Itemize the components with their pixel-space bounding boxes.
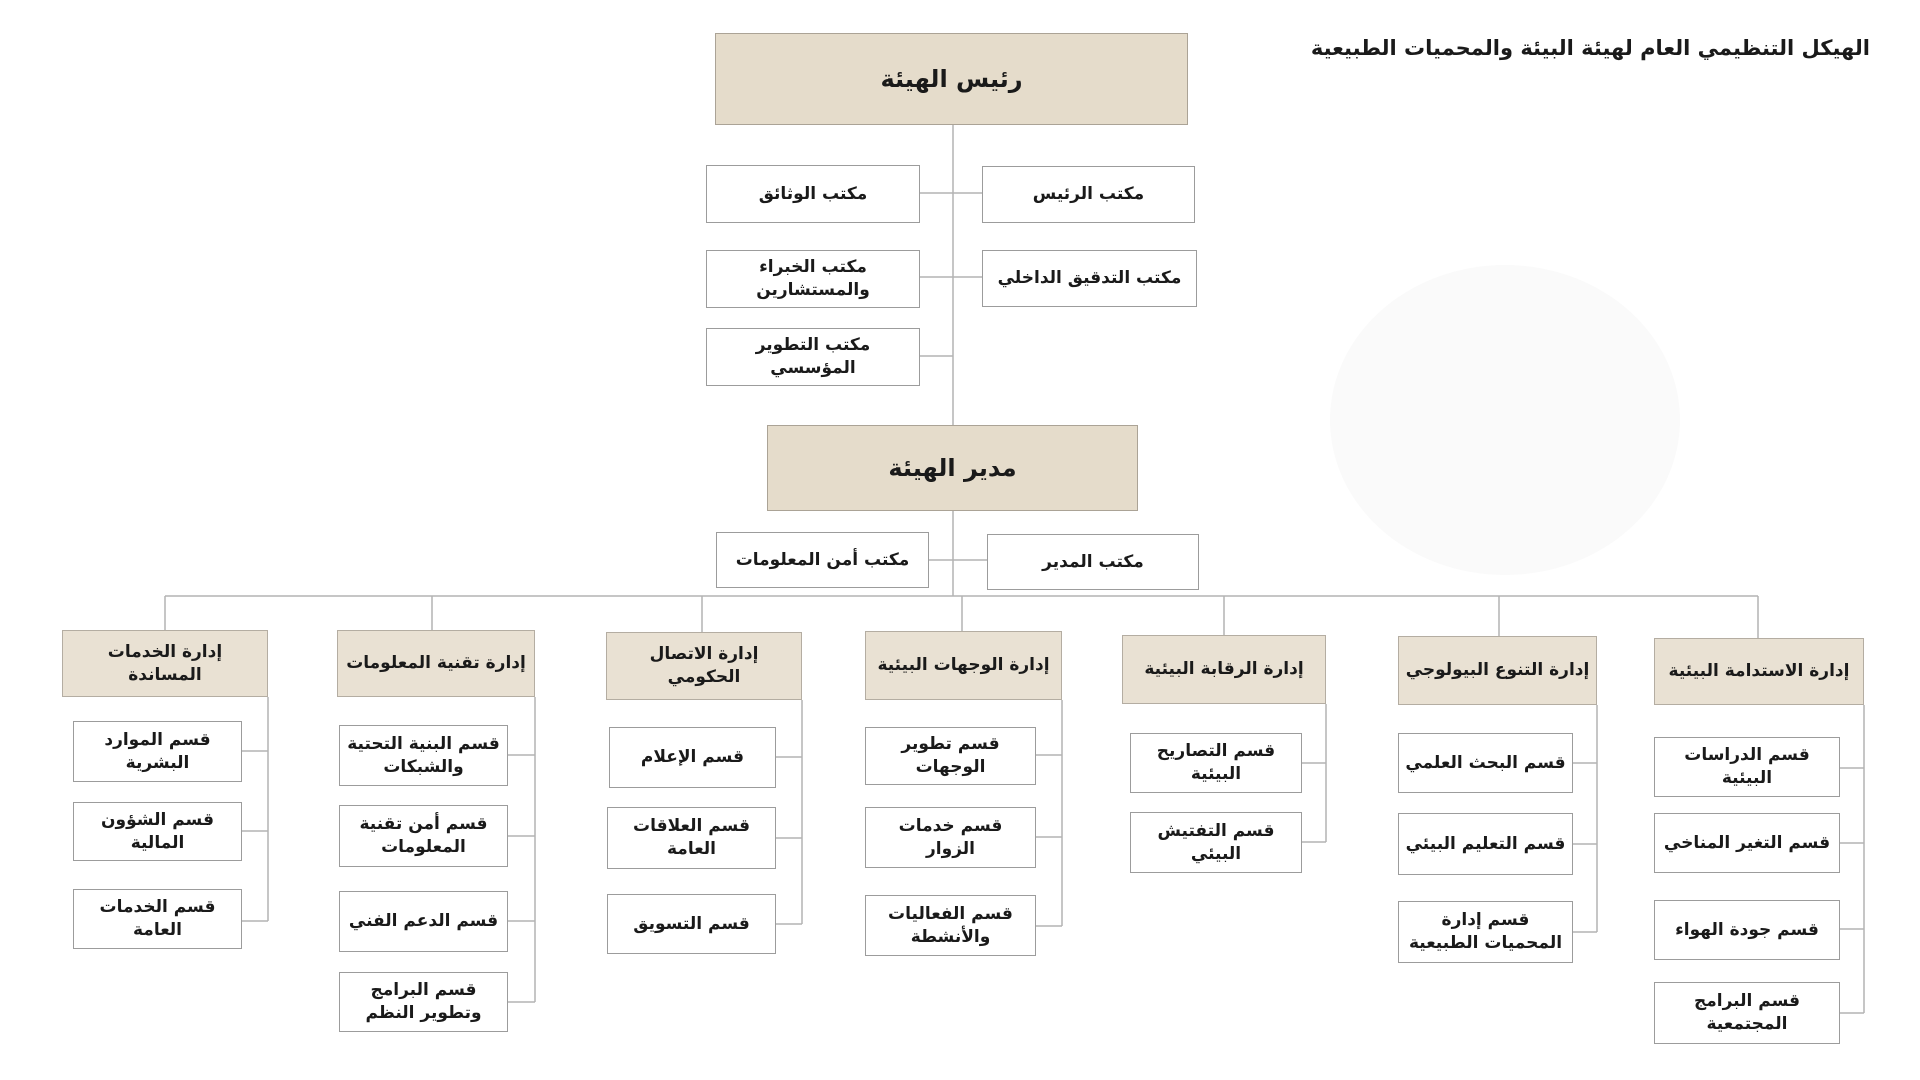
- section-box: قسم التغير المناخي: [1654, 813, 1840, 873]
- department-header-support: إدارة الخدمات المساندة: [62, 630, 268, 697]
- director-box: مدير الهيئة: [767, 425, 1138, 511]
- infosec-office-box: مكتب أمن المعلومات: [716, 532, 929, 588]
- president-office-box: مكتب الرئيس: [982, 166, 1195, 223]
- chart-title: الهيكل التنظيمي العام لهيئة البيئة والمحميات الطبيعية: [1310, 36, 1870, 60]
- experts-office-box: مكتب الخبراء والمستشارين: [706, 250, 920, 308]
- section-box: قسم البرامج المجتمعية: [1654, 982, 1840, 1044]
- department-header-monitoring: إدارة الرقابة البيئية: [1122, 635, 1326, 704]
- section-box: قسم أمن تقنية المعلومات: [339, 805, 508, 867]
- internal-audit-office-box: مكتب التدقيق الداخلي: [982, 250, 1197, 307]
- section-box: قسم جودة الهواء: [1654, 900, 1840, 960]
- section-box: قسم الدعم الفني: [339, 891, 508, 952]
- section-box: قسم تطوير الوجهات: [865, 727, 1036, 785]
- section-box: قسم إدارة المحميات الطبيعية: [1398, 901, 1573, 963]
- section-box: قسم الخدمات العامة: [73, 889, 242, 949]
- section-box: قسم التسويق: [607, 894, 776, 954]
- department-header-biodiversity: إدارة التنوع البيولوجي: [1398, 636, 1597, 705]
- department-header-destinations: إدارة الوجهات البيئية: [865, 631, 1062, 700]
- section-box: قسم الفعاليات والأنشطة: [865, 895, 1036, 956]
- director-office-box: مكتب المدير: [987, 534, 1199, 590]
- section-box: قسم الشؤون المالية: [73, 802, 242, 861]
- documents-office-box: مكتب الوثائق: [706, 165, 920, 223]
- department-header-it: إدارة تقنية المعلومات: [337, 630, 535, 697]
- section-box: قسم البحث العلمي: [1398, 733, 1573, 793]
- department-header-gov-comm: إدارة الاتصال الحكومي: [606, 632, 802, 700]
- section-box: قسم البنية التحتية والشبكات: [339, 725, 508, 786]
- institutional-dev-office-box: مكتب التطوير المؤسسي: [706, 328, 920, 386]
- section-box: قسم التعليم البيئي: [1398, 813, 1573, 875]
- section-box: قسم الدراسات البيئية: [1654, 737, 1840, 797]
- section-box: قسم العلاقات العامة: [607, 807, 776, 869]
- section-box: قسم التصاريح البيئية: [1130, 733, 1302, 793]
- section-box: قسم خدمات الزوار: [865, 807, 1036, 868]
- section-box: قسم التفتيش البيئي: [1130, 812, 1302, 873]
- section-box: قسم البرامج وتطوير النظم: [339, 972, 508, 1032]
- section-box: قسم الموارد البشرية: [73, 721, 242, 782]
- section-box: قسم الإعلام: [609, 727, 776, 788]
- president-box: رئيس الهيئة: [715, 33, 1188, 125]
- department-header-sustainability: إدارة الاستدامة البيئية: [1654, 638, 1864, 705]
